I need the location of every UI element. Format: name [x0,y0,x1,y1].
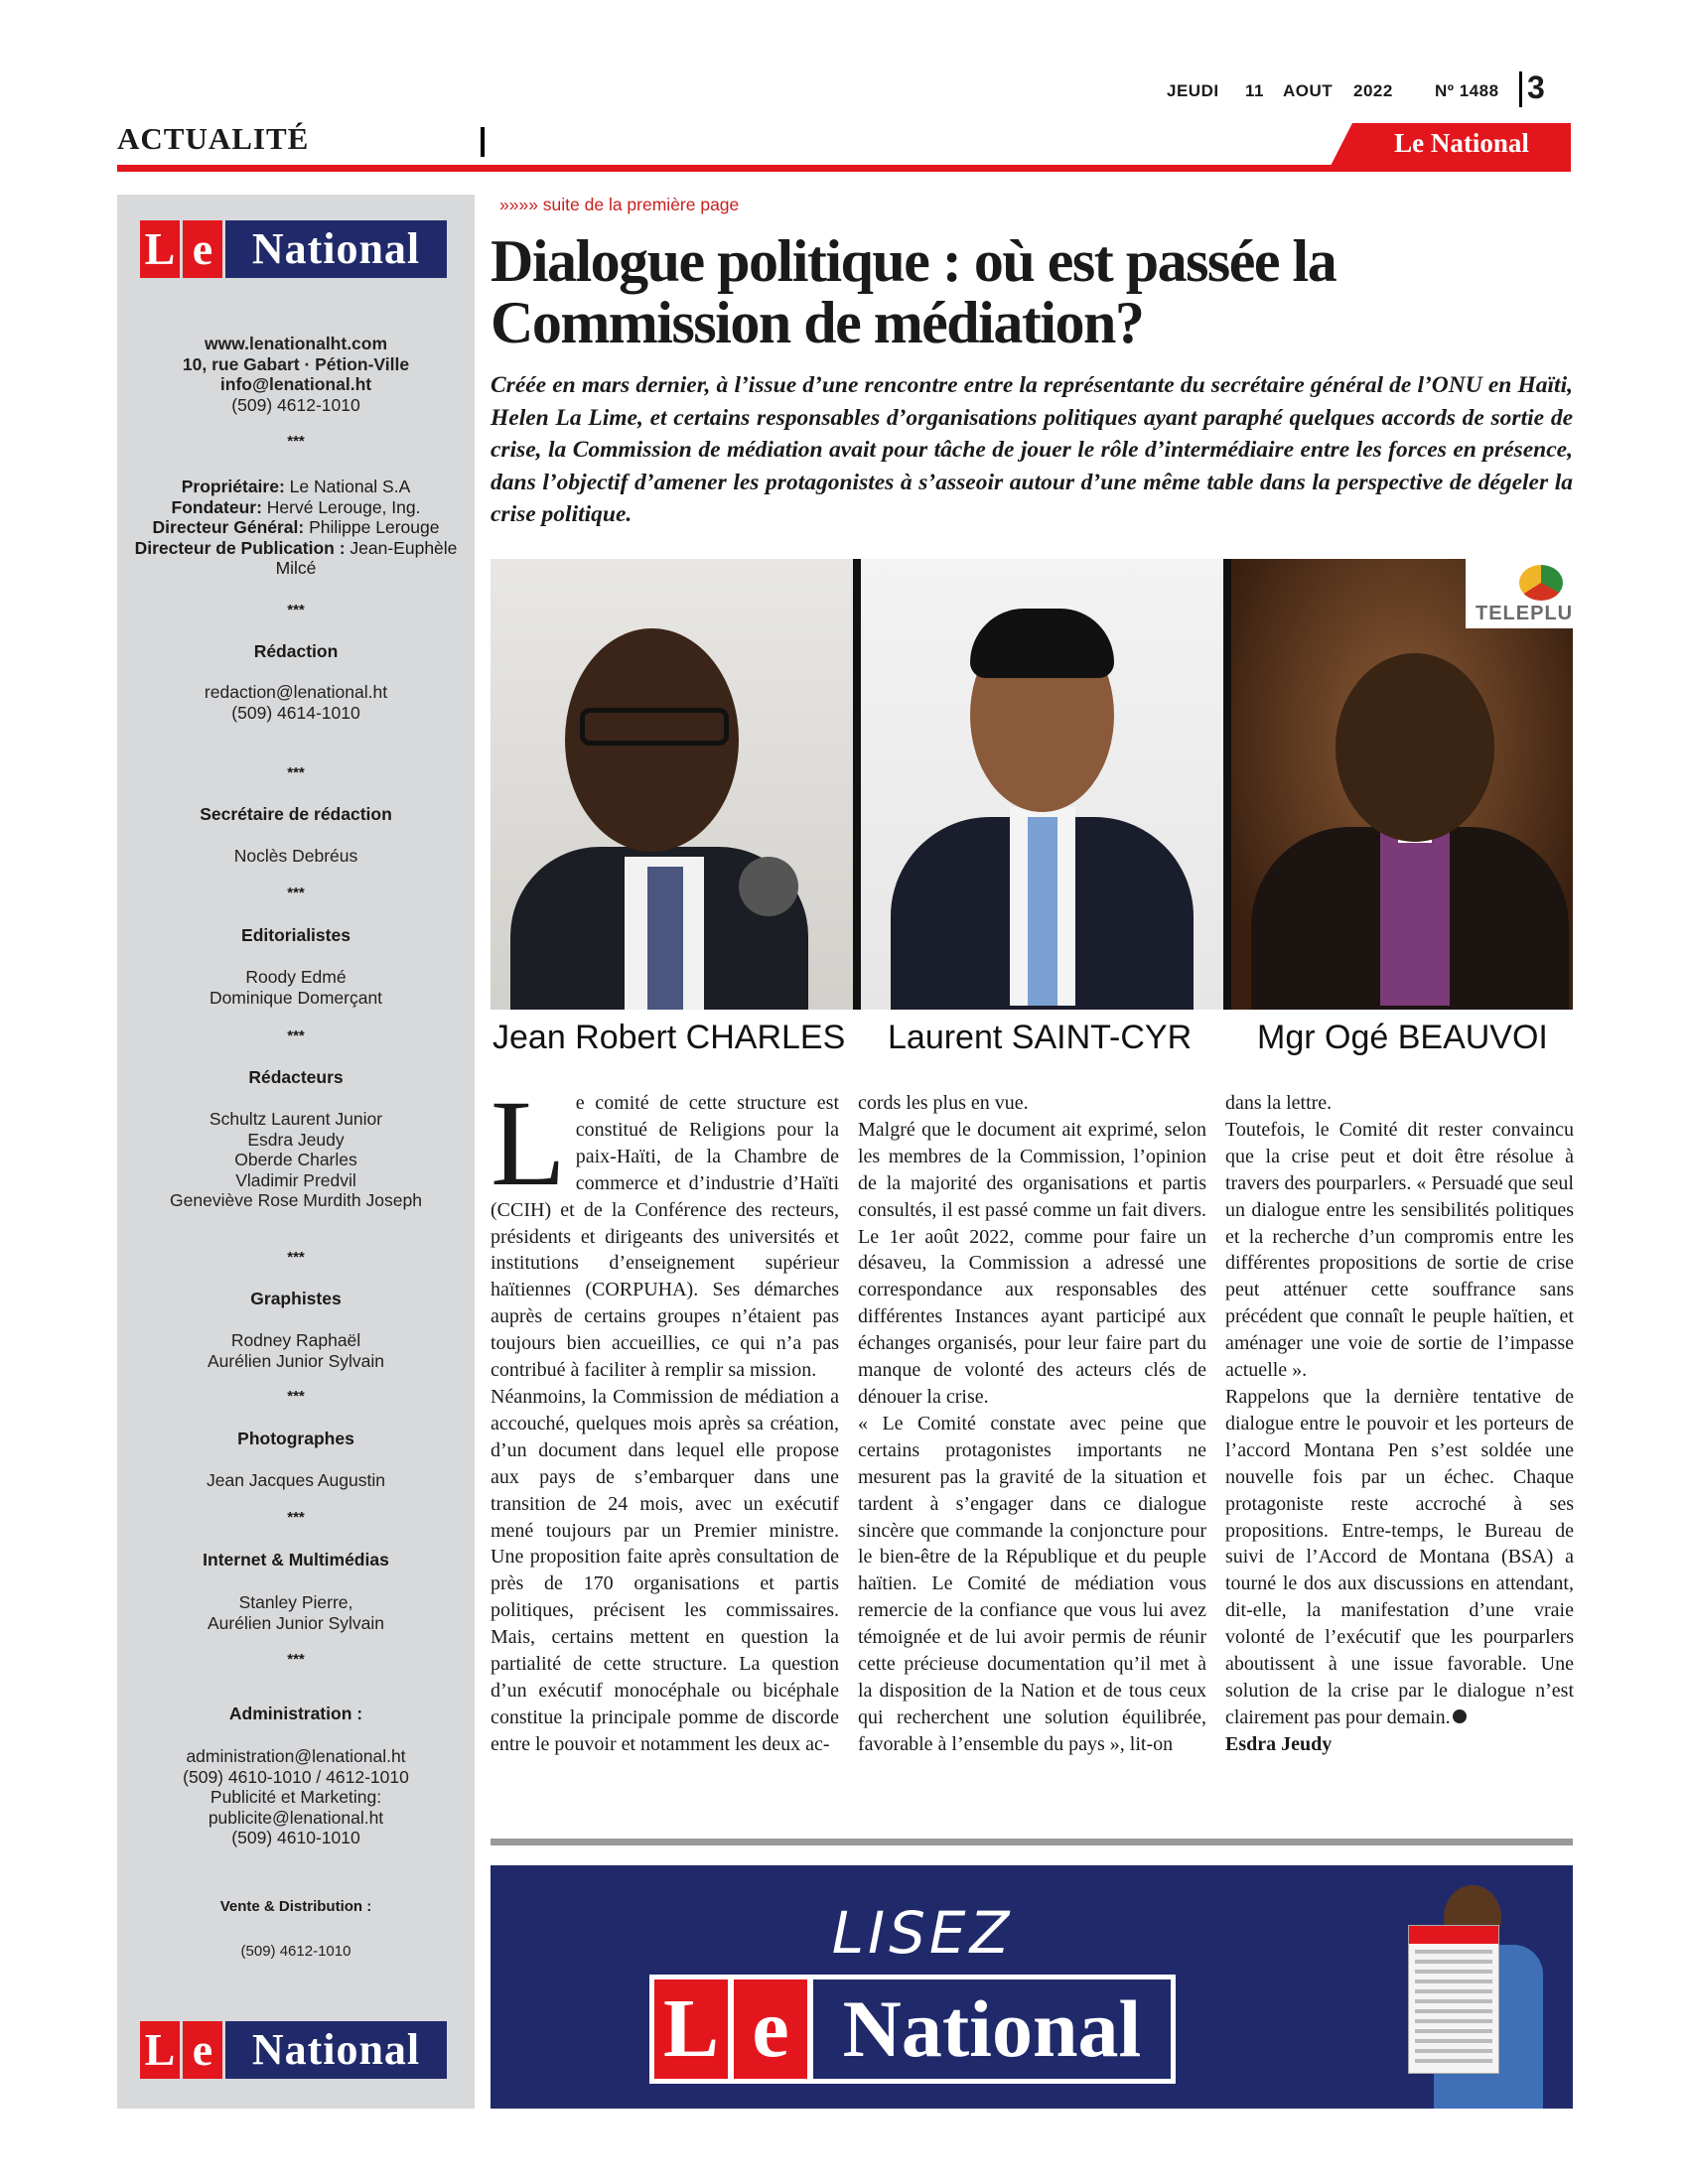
logo-letter-e: e [183,220,222,278]
article-lead: Créée en mars dernier, à l’issue d’une rencontre entre la représentante du secrétaire général de l’ONU en Haïti, Helen La Lime, et certains responsables d’organisations politiques ayant paraphé quelques accords de sortie de crise, la Commission de médiation avait pour tâche de jouer le rôle d’intermédiaire entre les forces en présence, dans l’objectif d’amener les protagonistes à s’asseoir autour d’une même table dans la perspective de dégeler la crise politique. [491,372,1573,528]
graphist-name: Rodney Raphaël [230,1330,361,1350]
writer-name: Esdra Jeudy [247,1129,345,1150]
article-column-3 [1225,1090,1574,1758]
issue-number: Nº 1488 [1435,81,1499,100]
owner-line [117,477,475,497]
graphist-name: Aurélien Junior Sylvain [207,1350,384,1371]
separator: *** [287,1249,305,1266]
administration-phone: (509) 4610-1010 / 4612-1010 [183,1766,409,1787]
article-column-2 [858,1090,1206,1758]
writer-name: Geneviève Rose Murdith Joseph [170,1190,422,1210]
microphone [739,857,798,916]
writer-name: Schultz Laurent Junior [209,1109,383,1129]
marketing-phone: (509) 4610-1010 [231,1828,360,1847]
photographers-title: Photographes [237,1429,354,1448]
writer-name: Oberde Charles [234,1150,357,1169]
portrait-photo-charles [491,559,853,1010]
founder-label: Fondateur: [171,496,262,517]
newspaper-logo [140,220,447,278]
director-line [117,517,475,538]
contact-phone: (509) 4612-1010 [231,394,360,415]
portrait-photo-beauvoir [1231,559,1573,1010]
photo-divider [853,559,861,1010]
figure-hair [970,609,1114,678]
owner-value: Le National S.A [284,477,411,496]
article-paragraph: e comité de cette structure est constitué de Religions pour la paix-Haïti, de la Chambre de commerce et d’industrie d’Haïti (CCIH) et de la Conférence des recteurs, présidents et dirigeants des universités et institutions d’enseignement supérieur haïtiennes (CORPUHA). Ses démarches auprès de certains groupes n’étaient pas toujours bien accueillies, ce qui n’a pas contribué à faciliter à remplir sa mission. [491,1092,839,1382]
section-title: ACTUALITÉ [117,121,310,156]
page-number: 3 [1527,69,1545,105]
secretary-title: Secrétaire de rédaction [200,804,392,824]
ad-logo [649,1975,1176,2084]
figure-glasses [580,708,729,746]
article-paragraph: Toutefois, le Comité dit rester convaincu que la crise peut et doit être résolue à travers des pourparlers. « Persuadé que seul un dialogue entre les sensibilités politiques et la recherche d’un compromis entre les différentes propositions de sortie de crise peut atténuer cette souffrance sans précédent que connaît le peuple haïtien, et aménager une voie de sortie de l’impasse actuelle ». [1225,1118,1574,1382]
founder-line [117,497,475,518]
article-column-1 [491,1075,839,1758]
logo-letter-l: L [654,1979,728,2079]
separator: *** [287,764,305,781]
marketing-email[interactable]: publicite@lenational.ht [208,1807,384,1828]
separator: *** [287,602,305,618]
portrait-photo-saint-cyr [861,559,1223,1010]
article-paragraph: dans la lettre. [1225,1092,1333,1114]
separator: *** [287,885,305,901]
masthead-sidebar [117,195,475,2109]
issue-day: JEUDI [1167,81,1219,100]
ad-headline: LISEZ [831,1899,1014,1967]
brand-name: Le National [1394,128,1529,158]
subscription-advertisement[interactable] [491,1865,1573,2109]
separator: *** [287,1027,305,1044]
director-value: Philippe Lerouge [304,517,440,537]
publication-director-value: Jean-Euphèle Milcé [275,537,458,578]
logo-letter-e: e [183,2021,222,2079]
separator: *** [287,1651,305,1668]
owner-label: Propriétaire: [181,477,285,496]
photo-watermark: TELEPLU [1476,603,1573,624]
publication-director-line [117,538,475,579]
article-paragraph: Malgré que le document ait exprimé, selon les membres de la Commission, l’opinion de la majorité des organisations et partis consultés, il est passé comme un fait divers. Le 1er août 2022, comme pour faire un désaveu, la Commission a adressé une correspondance aux responsables des différentes Instances ayant participé aux échanges organisés, pour leur faire part du manque de volonté des acteurs clés de dénouer la crise. [858,1118,1206,1408]
internet-title: Internet & Multimédias [203,1550,389,1570]
logo-word-national: National [225,2021,447,2079]
figure-tie [647,867,683,1010]
secretary-name: Noclès Debréus [233,846,358,866]
editorialist-name: Roody Edmé [245,967,347,987]
photo-caption-beauvoir: Mgr Ogé BEAUVOI [1257,1019,1548,1056]
logo-letter-l: L [140,2021,180,2079]
director-label: Directeur Général: [152,517,305,537]
separator: *** [287,1509,305,1526]
photographer-name: Jean Jacques Augustin [207,1470,385,1490]
final-paragraph-text: Rappelons que la dernière tentative de dialogue entre le pouvoir et les porteurs de l’accord Montana Pen s’est soldée une nouvelle fois par un échec. Chaque protagoniste reste accroché à ses propositions. Entre-temps, le Bureau de suivi de l’Accord de Montana (BSA) a tourné le dos aux discussions en attendant, dit-elle, la manifestation d’une vraie volonté de l’exécutif que les pourparlers aboutissent à une issue favorable. Une solution de la crise par le dialogue n’est clairement pas pour demain. [1225,1385,1574,1728]
logo-word-national: National [813,1979,1171,2079]
teleplus-logo-icon [1519,565,1563,601]
article-paragraph: « Le Comité constate avec peine que certains protagonistes importants ne mesurent pas la gravité de la situation et tardent à s’engager dans ce dialogue sincère que commande la conjoncture pour le bien-être de la République et du peuple haïtien. Le Comité de médiation vous remercie de la confiance que vous lui avez témoignée et de lui avoir permis de réunir cette précieuse documentation qu’il met à la disposition de la Nation et de tous ceux qui recherchent une solution équilibrée, favorable à l’ensemble du pays », lit-on [858,1412,1206,1755]
redaction-title: Rédaction [253,641,339,661]
issue-month: AOUT [1283,81,1334,100]
section-divider [481,127,485,157]
contact-email[interactable]: info@lenational.ht [219,374,372,394]
continued-from-front: »»»» suite de la première page [499,195,740,214]
logo-letter-l: L [140,220,180,278]
internet-name: Aurélien Junior Sylvain [207,1612,384,1633]
sales-title: Vente & Distribution : [219,1898,372,1915]
graphists-title: Graphistes [250,1289,342,1308]
photo-divider [1223,559,1231,1010]
sales-phone: (509) 4612-1010 [240,1943,352,1960]
issue-date: 11 [1245,81,1264,100]
photo-caption-charles: Jean Robert CHARLES [492,1019,846,1056]
redaction-phone: (509) 4614-1010 [231,702,360,723]
figure-tie [1028,817,1057,1006]
separator: *** [287,1388,305,1405]
end-mark-icon [1453,1709,1467,1723]
redaction-email[interactable]: redaction@lenational.ht [204,682,388,702]
newspaper-illustration-icon [1408,1925,1499,2074]
internet-name: Stanley Pierre, [238,1592,353,1612]
marketing-label: Publicité et Marketing: [210,1787,382,1807]
ad-divider [491,1839,1573,1845]
newspaper-logo-footer [140,2021,447,2079]
issue-year: 2022 [1353,81,1393,100]
header-rule [117,165,1571,172]
founder-value: Hervé Lerouge, Ing. [261,496,421,517]
separator: *** [287,433,305,450]
article-paragraph: cords les plus en vue. [858,1092,1029,1114]
website-link[interactable]: www.lenationalht.com [204,334,388,353]
editorialist-name: Dominique Domerçant [209,987,383,1008]
figure-head [1336,653,1494,842]
address: 10, rue Gabart · Pétion-Ville [182,353,410,374]
figure-clerical-shirt [1380,827,1450,1006]
article-headline: Dialogue politique : où est passée la Commission de médiation? [491,228,1336,355]
photo-caption-saint-cyr: Laurent SAINT-CYR [888,1019,1193,1056]
article-paragraph-final [1225,1384,1574,1731]
header-divider [1519,71,1522,107]
article-byline: Esdra Jeudy [1225,1732,1333,1755]
drop-cap: L [491,1075,566,1211]
issue-metadata [1167,81,1504,107]
administration-email[interactable]: administration@lenational.ht [186,1746,406,1766]
writers-title: Rédacteurs [248,1067,344,1087]
portrait-photo-strip [491,559,1573,1061]
publication-director-label: Directeur de Publication : [134,537,346,558]
editorialists-title: Editorialistes [241,925,351,945]
administration-title: Administration : [228,1704,363,1723]
article-paragraph: Néanmoins, la Commission de médiation a accouché, quelques mois après sa création, d’un document dans lequel elle propose aux pays de s’embarquer dans une transition de 24 mois, avec un exécutif mené toujours par un Premier ministre. Une proposition faite après consultation de près de 170 organisations et partis politiques, précisent les commissaires. Mais, certains mettent en question la partialité de cette structure. La question d’un exécutif monocéphale ou bicéphale constitue la principale pomme de discorde entre le pouvoir et notamment les deux ac- [491,1385,839,1755]
logo-word-national: National [225,220,447,278]
logo-letter-e: e [734,1979,807,2079]
writer-name: Vladimir Predvil [235,1169,356,1190]
